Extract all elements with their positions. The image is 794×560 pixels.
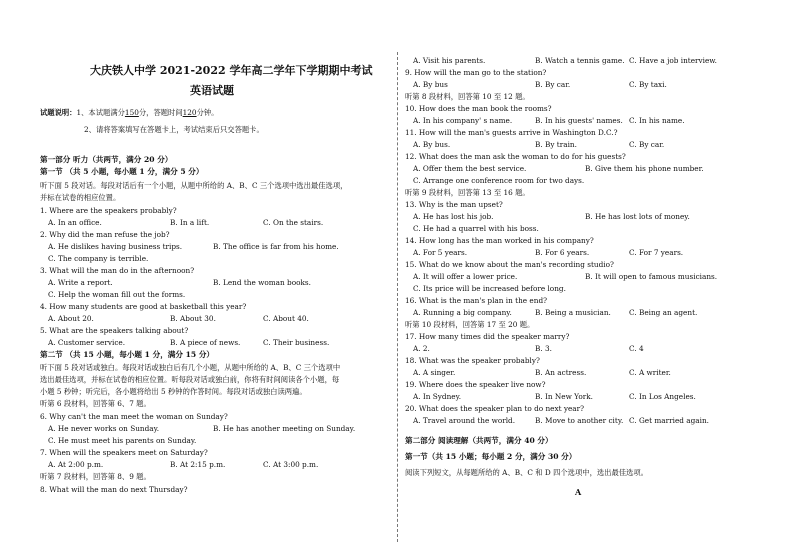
question-text: 16. What is the man's plan in the end? <box>405 296 548 305</box>
option-b: B. By car. <box>535 80 571 89</box>
option-b: B. Give them his phone number. <box>585 164 704 173</box>
exam-title: 大庆铁人中学 2021-2022 学年高二学年下学期期中考试 <box>90 64 373 77</box>
option-a: A. It will offer a lower price. <box>413 272 518 281</box>
option-c: C. Their business. <box>263 338 330 347</box>
option-b: B. It will open to famous musicians. <box>585 272 718 281</box>
exam-subtitle: 英语试题 <box>190 84 234 97</box>
part1-sec2-instr: 选出最佳选项，并标在试卷的相应位置。听每段对话或独白前，你将有时间阅读各个小题，每 <box>40 375 340 384</box>
question-text: 19. Where does the speaker live now? <box>405 380 546 389</box>
option-a: A. Running a big company. <box>413 308 512 317</box>
option-c: C. The company is terrible. <box>48 254 149 263</box>
option-b: B. A piece of news. <box>170 338 241 347</box>
material-note: 听第 9 段材料，回答第 13 至 16 题。 <box>405 188 530 197</box>
question-text: 17. How many times did the speaker marry? <box>405 332 570 341</box>
option-c: C. 4 <box>629 344 644 353</box>
question-text: 5. What are the speakers talking about? <box>40 326 189 335</box>
option-c: C. Get married again. <box>629 416 709 425</box>
question-text: 3. What will the man do in the afternoon? <box>40 266 195 275</box>
option-c: C. By car. <box>629 140 665 149</box>
option-c: C. At 3:00 p.m. <box>263 460 319 469</box>
option-a: A. For 5 years. <box>413 248 468 257</box>
option-b: B. Watch a tennis game. <box>535 56 625 65</box>
option-a: A. In Sydney. <box>413 392 462 401</box>
question-text: 4. How many students are good at basketball this year? <box>40 302 247 311</box>
option-c: C. Its price will be increased before long. <box>413 284 566 293</box>
option-c: C. He must meet his parents on Sunday. <box>48 436 197 445</box>
option-b: B. The office is far from his home. <box>213 242 339 251</box>
option-b: B. At 2:15 p.m. <box>170 460 226 469</box>
instructions-line-1: 试题说明：1、本试题满分150分，答题时间120分钟。 <box>40 108 219 117</box>
question-text: 2. Why did the man refuse the job? <box>40 230 170 239</box>
option-b: B. 3. <box>535 344 552 353</box>
option-a: A. About 20. <box>48 314 94 323</box>
option-c: C. In Los Angeles. <box>629 392 696 401</box>
option-a: A. In an office. <box>48 218 102 227</box>
passage-label: A <box>575 487 582 497</box>
part1-sec2-instr: 小题 5 秒钟；听完后，各小题将给出 5 秒钟的作答时间。每段对话或独白读两遍。 <box>40 387 307 396</box>
option-b: B. He has lost lots of money. <box>585 212 690 221</box>
question-text: 14. How long has the man worked in his company? <box>405 236 594 245</box>
column-divider <box>397 52 398 542</box>
option-c: C. By taxi. <box>629 80 667 89</box>
option-c: C. A writer. <box>629 368 671 377</box>
part1-sec2-heading: 第二节 （共 15 小题，每小题 1 分，满分 15 分） <box>40 350 215 359</box>
option-b: B. For 6 years. <box>535 248 590 257</box>
option-b: B. Being a musician. <box>535 308 611 317</box>
part2-instr: 阅读下列短文，从每题所给的 A、B、C 和 D 四个选项中，选出最佳选项。 <box>405 468 648 477</box>
option-a: A. Visit his parents. <box>413 56 486 65</box>
option-a: A. 2. <box>413 344 430 353</box>
option-b: B. By train. <box>535 140 577 149</box>
part1-sec2-instr: 听下面 5 段对话或独白。每段对话或独白后有几个小题，从题中所给的 A、B、C 三个选项中 <box>40 363 341 372</box>
question-text: 12. What does the man ask the woman to do for his guests? <box>405 152 626 161</box>
option-b: B. Lend the woman books. <box>213 278 311 287</box>
option-a: A. Customer service. <box>48 338 126 347</box>
option-b: B. Move to another city. <box>535 416 624 425</box>
option-c: C. Arrange one conference room for two days. <box>413 176 585 185</box>
option-c: C. On the stairs. <box>263 218 324 227</box>
option-a: A. He never works on Sunday. <box>48 424 160 433</box>
question-text: 6. Why can't the man meet the woman on Sunday? <box>40 412 228 421</box>
option-a: A. Write a report. <box>48 278 113 287</box>
option-a: A. He has lost his job. <box>413 212 494 221</box>
material-note: 听第 8 段材料，回答第 10 至 12 题。 <box>405 92 530 101</box>
option-b: B. An actress. <box>535 368 587 377</box>
option-a: A. At 2:00 p.m. <box>48 460 104 469</box>
question-text: 7. When will the speakers meet on Saturday? <box>40 448 208 457</box>
option-a: A. By bus <box>413 80 448 89</box>
option-a: A. In his company' s name. <box>413 116 513 125</box>
question-text: 8. What will the man do next Thursday? <box>40 485 188 494</box>
option-a: A. Offer them the best service. <box>413 164 527 173</box>
option-c: C. Have a job interview. <box>629 56 717 65</box>
question-text: 9. How will the man go to the station? <box>405 68 547 77</box>
option-c: C. About 40. <box>263 314 309 323</box>
part1-heading: 第一部分 听力（共两节，满分 20 分） <box>40 155 173 164</box>
option-a: A. By bus. <box>413 140 451 149</box>
part1-sec1-instr: 并标在试卷的相应位置。 <box>40 193 121 202</box>
option-c: C. For 7 years. <box>629 248 684 257</box>
option-b: B. About 30. <box>170 314 216 323</box>
question-text: 18. What was the speaker probably? <box>405 356 540 365</box>
instructions-line-2: 2、请将答案填写在答题卡上，考试结束后只交答题卡。 <box>84 125 264 134</box>
option-c: C. In his name. <box>629 116 685 125</box>
option-b: B. In New York. <box>535 392 593 401</box>
part1-sec1-heading: 第一节 （共 5 小题，每小题 1 分，满分 5 分） <box>40 167 204 176</box>
option-c: C. He had a quarrel with his boss. <box>413 224 539 233</box>
question-text: 11. How will the man's guests arrive in Washington D.C.? <box>405 128 618 137</box>
question-text: 15. What do we know about the man's recording studio? <box>405 260 614 269</box>
part2-heading: 第二部分 阅读理解（共两节，满分 40 分） <box>405 436 553 445</box>
material-note: 听第 6 段材料，回答第 6、7 题。 <box>40 399 151 408</box>
option-b: B. He has another meeting on Sunday. <box>213 424 356 433</box>
material-note: 听第 10 段材料，回答第 17 至 20 题。 <box>405 320 535 329</box>
question-text: 10. How does the man book the rooms? <box>405 104 552 113</box>
option-b: B. In a lift. <box>170 218 210 227</box>
option-a: A. Travel around the world. <box>413 416 516 425</box>
question-text: 1. Where are the speakers probably? <box>40 206 177 215</box>
option-a: A. He dislikes having business trips. <box>48 242 183 251</box>
part2-sec1-heading: 第一节（共 15 小题；每小题 2 分，满分 30 分） <box>405 452 577 461</box>
option-c: C. Being an agent. <box>629 308 698 317</box>
material-note: 听第 7 段材料，回答第 8、9 题。 <box>40 472 151 481</box>
part1-sec1-instr: 听下面 5 段对话。每段对话后有一个小题，从题中所给的 A、B、C 三个选项中选出最佳选项， <box>40 181 348 190</box>
question-text: 20. What does the speaker plan to do next year? <box>405 404 585 413</box>
option-a: A. A singer. <box>413 368 456 377</box>
option-c: C. Help the woman fill out the forms. <box>48 290 186 299</box>
option-b: B. In his guests' names. <box>535 116 623 125</box>
question-text: 13. Why is the man upset? <box>405 200 503 209</box>
